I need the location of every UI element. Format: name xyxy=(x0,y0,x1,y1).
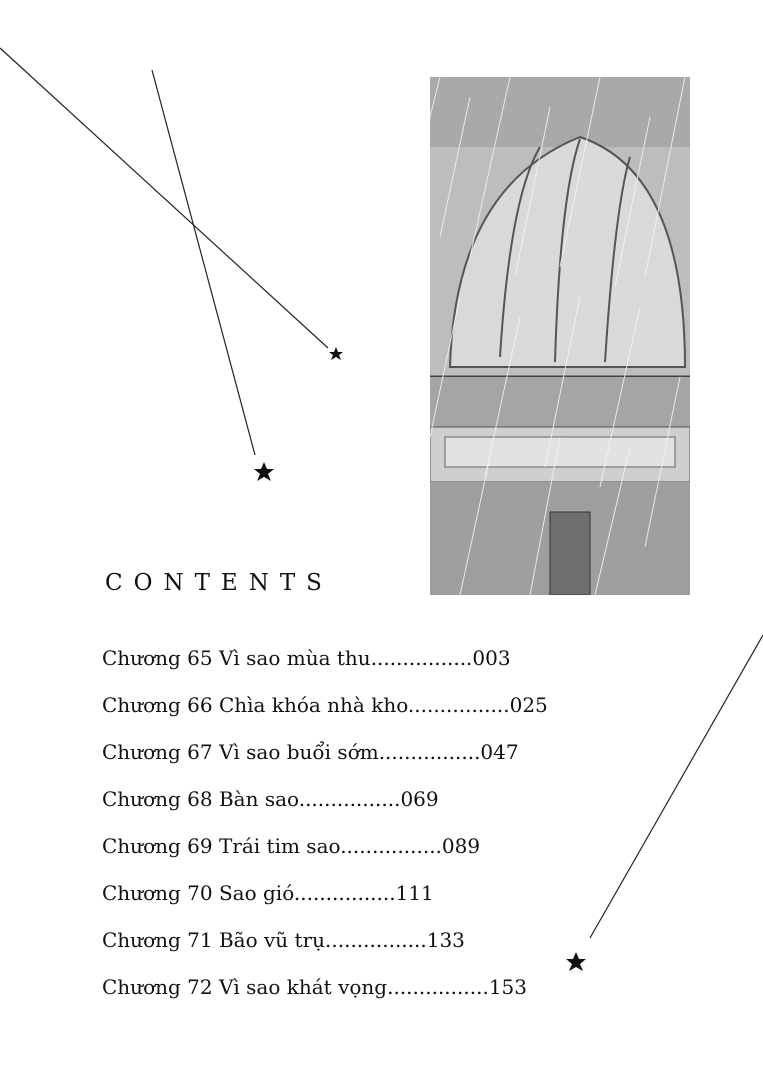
page-number: 111 xyxy=(395,881,434,905)
shooting-star-trail-3 xyxy=(590,635,763,938)
page-number: 089 xyxy=(441,834,481,858)
chapter-number: Chương 69 xyxy=(102,834,213,858)
chapter-title: Vì sao khát vọng xyxy=(218,975,388,999)
chapter-number: Chương 66 xyxy=(102,693,213,717)
page-number: 003 xyxy=(472,646,511,670)
chapter-title: Bàn sao xyxy=(218,787,299,811)
chapter-title: Bão vũ trụ xyxy=(218,928,326,952)
toc-entry[interactable] xyxy=(102,781,548,828)
page-number: 069 xyxy=(400,787,439,811)
toc-entry[interactable] xyxy=(102,734,548,781)
dot-leader: ................ xyxy=(325,928,427,952)
contents-heading: CONTENTS xyxy=(105,570,333,596)
page-number: 133 xyxy=(426,928,465,952)
dot-leader: ................ xyxy=(407,693,510,717)
chapter-title: Trái tim sao xyxy=(218,834,341,858)
toc-entry[interactable] xyxy=(102,922,548,969)
star-icon xyxy=(329,347,343,360)
dot-leader: ................ xyxy=(298,787,401,811)
chapter-number: Chương 67 xyxy=(102,740,213,764)
chapter-title: Sao gió xyxy=(218,881,294,905)
chapter-number: Chương 68 xyxy=(102,787,213,811)
star-icon xyxy=(254,462,274,481)
toc-entry[interactable] xyxy=(102,828,548,875)
dot-leader: ................ xyxy=(293,881,396,905)
dot-leader: ................ xyxy=(387,975,489,999)
star-icon xyxy=(566,952,586,971)
toc-entry[interactable] xyxy=(102,687,548,734)
chapter-number: Chương 72 xyxy=(102,975,213,999)
dot-leader: ................ xyxy=(378,740,481,764)
page-number: 153 xyxy=(488,975,527,999)
toc-entry[interactable] xyxy=(102,969,548,1016)
page-number: 025 xyxy=(509,693,548,717)
chapter-title: Vì sao mùa thu xyxy=(218,646,371,670)
toc-entry[interactable] xyxy=(102,640,548,687)
chapter-number: Chương 70 xyxy=(102,881,213,905)
page-number: 047 xyxy=(480,740,519,764)
observatory-illustration xyxy=(430,77,690,595)
toc-entry[interactable] xyxy=(102,875,548,922)
table-of-contents xyxy=(102,640,548,1016)
chapter-title: Vì sao buổi sớm xyxy=(218,740,379,764)
chapter-title: Chìa khóa nhà kho xyxy=(218,693,408,717)
chapter-number: Chương 65 xyxy=(102,646,213,670)
shooting-star-trail-2 xyxy=(152,70,255,455)
chapter-number: Chương 71 xyxy=(102,928,213,952)
dot-leader: ................ xyxy=(370,646,473,670)
shooting-star-trail-1 xyxy=(0,48,328,348)
dot-leader: ................ xyxy=(340,834,442,858)
